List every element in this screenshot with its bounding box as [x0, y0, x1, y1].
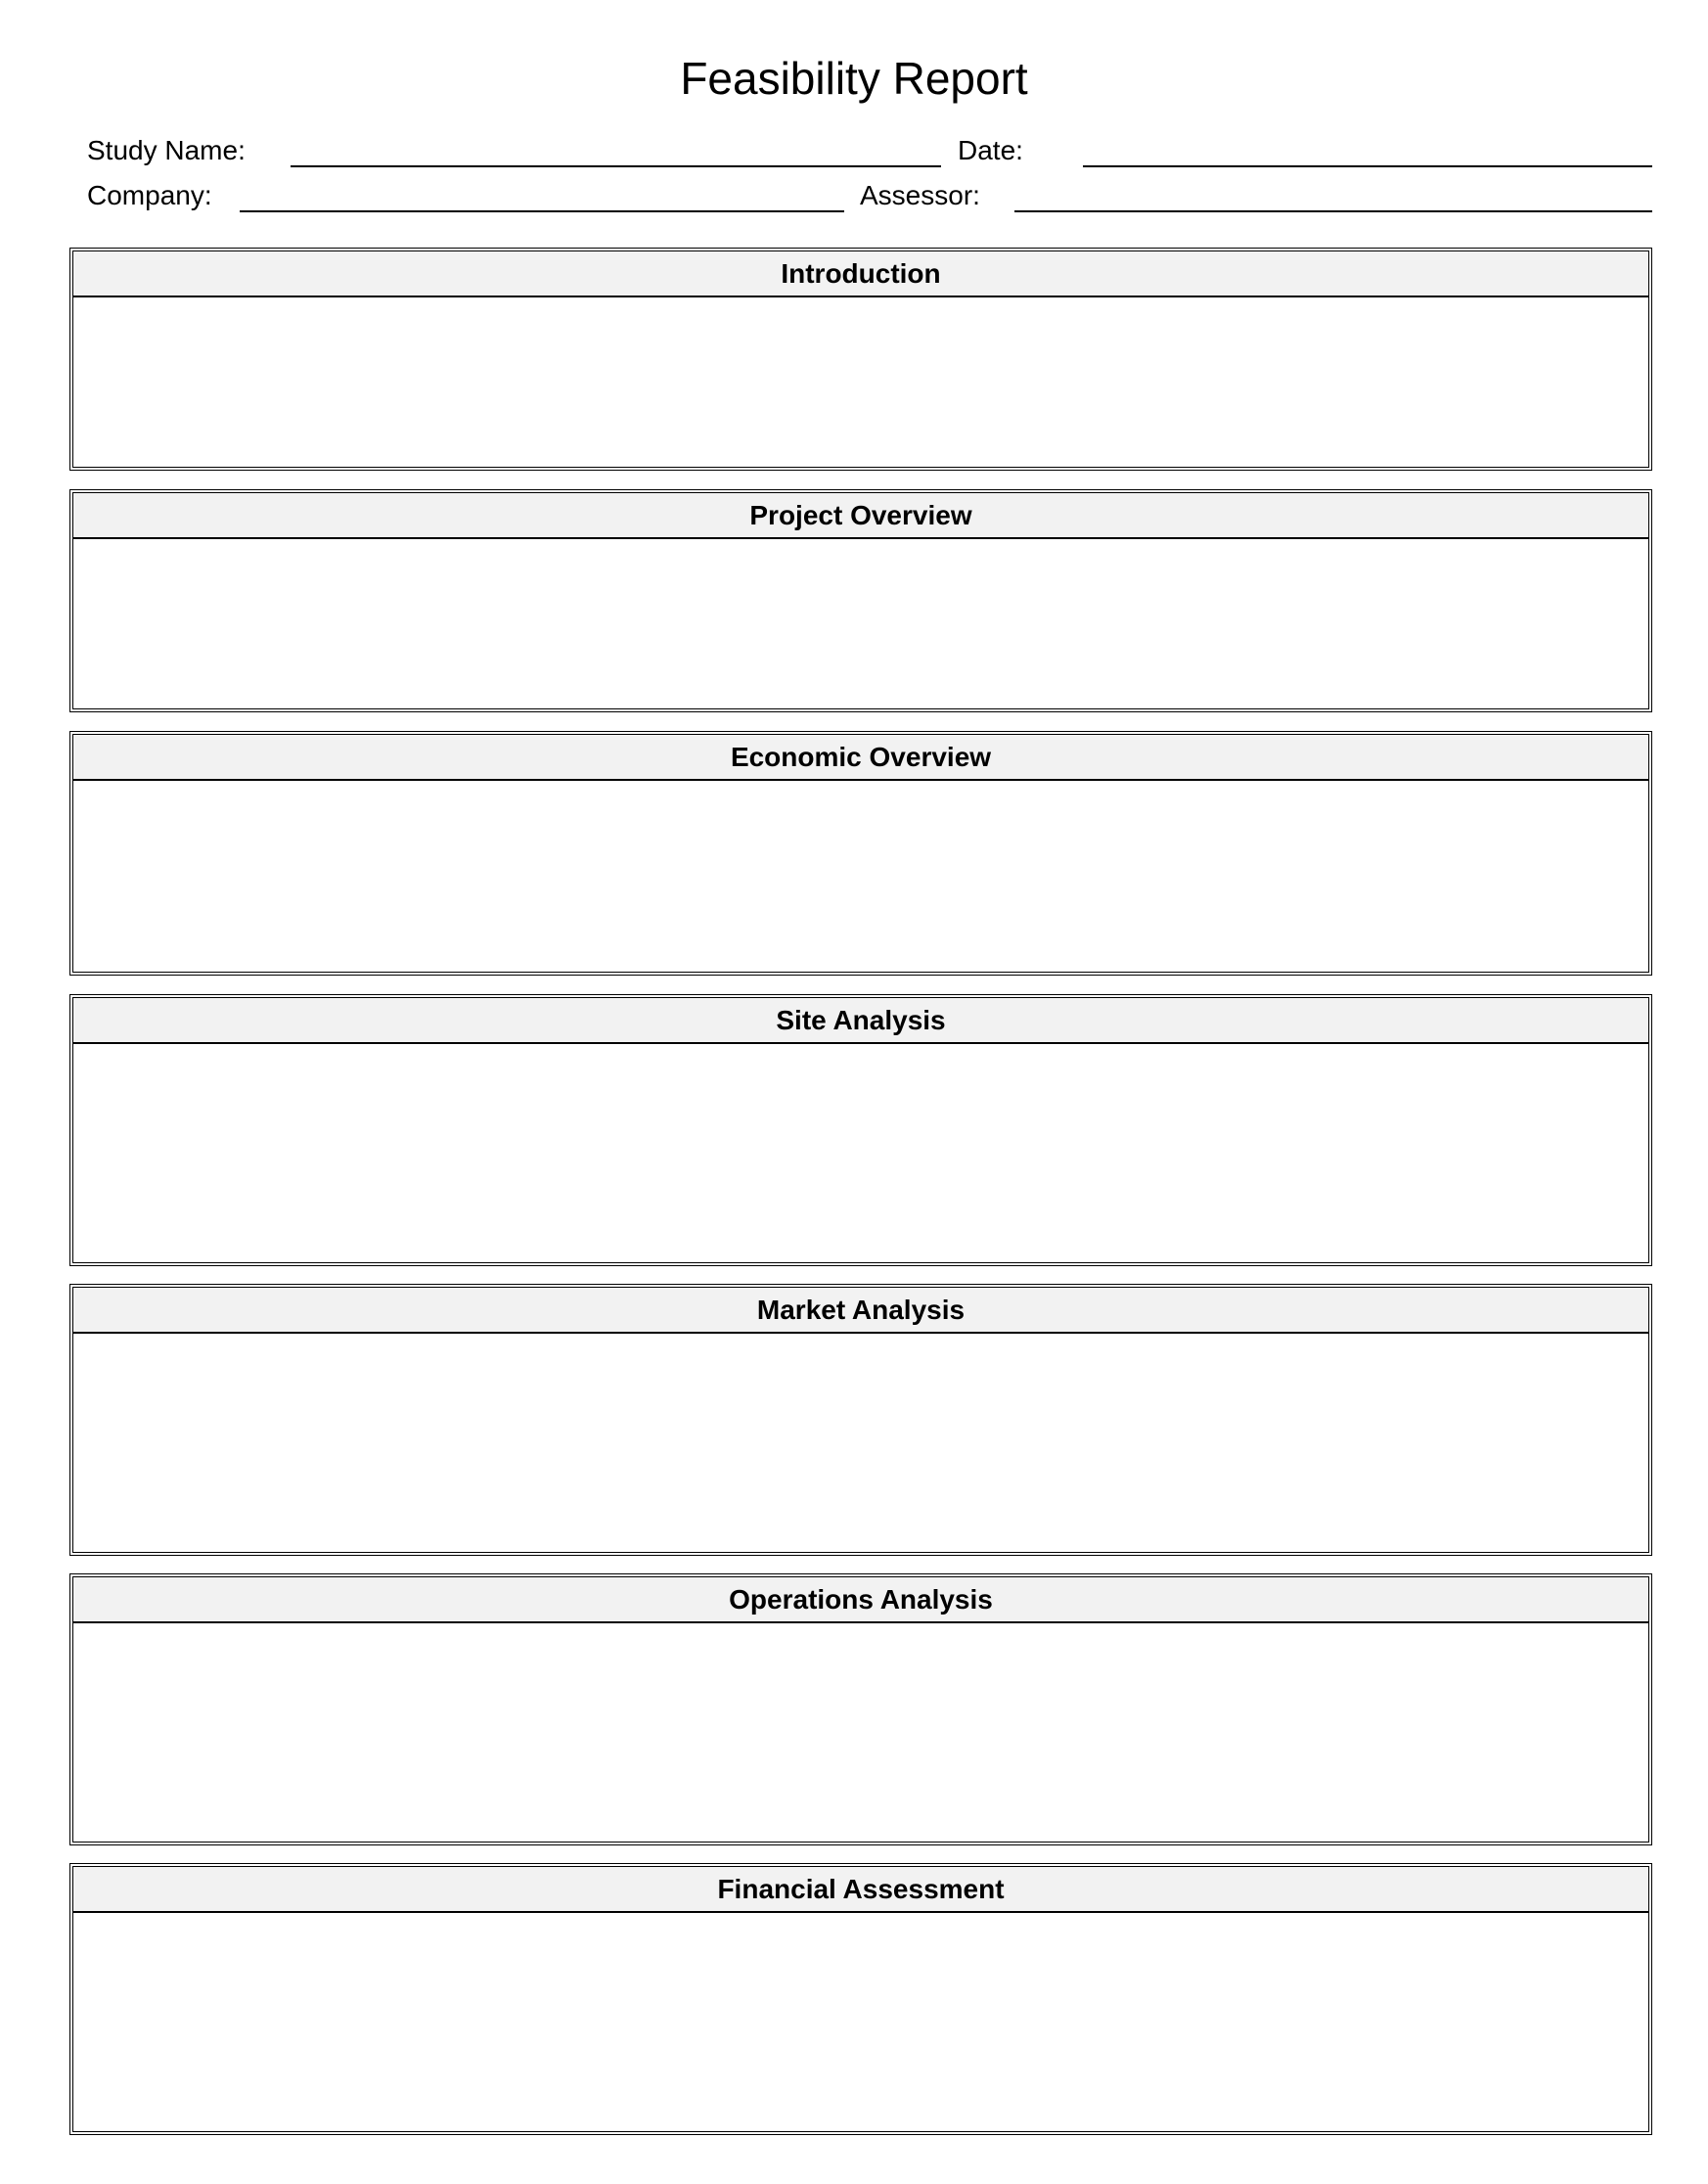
section-body-site-analysis[interactable] [73, 1044, 1648, 1262]
assessor-field[interactable] [1014, 210, 1652, 212]
section-body-operations-analysis[interactable] [73, 1623, 1648, 1842]
section-financial-assessment [69, 1863, 1652, 2135]
section-project-overview [69, 489, 1652, 712]
section-introduction [69, 248, 1652, 471]
date-label: Date: [958, 135, 1023, 165]
study-name-field[interactable] [291, 165, 941, 167]
section-header-operations-analysis: Operations Analysis [73, 1577, 1648, 1623]
section-header-project-overview: Project Overview [73, 493, 1648, 539]
section-market-analysis [69, 1284, 1652, 1556]
section-body-market-analysis[interactable] [73, 1334, 1648, 1552]
section-operations-analysis [69, 1573, 1652, 1845]
section-economic-overview [69, 731, 1652, 976]
section-header-site-analysis: Site Analysis [73, 998, 1648, 1044]
assessor-label: Assessor: [860, 180, 980, 210]
section-header-introduction: Introduction [73, 251, 1648, 297]
section-body-introduction[interactable] [73, 297, 1648, 467]
page-title: Feasibility Report [680, 53, 1028, 104]
section-body-project-overview[interactable] [73, 539, 1648, 708]
section-body-financial-assessment[interactable] [73, 1913, 1648, 2131]
company-label: Company: [87, 180, 212, 210]
section-site-analysis [69, 994, 1652, 1266]
date-field[interactable] [1083, 165, 1652, 167]
company-field[interactable] [240, 210, 844, 212]
section-header-market-analysis: Market Analysis [73, 1288, 1648, 1334]
section-body-economic-overview[interactable] [73, 781, 1648, 972]
study-name-label: Study Name: [87, 135, 246, 165]
section-header-economic-overview: Economic Overview [73, 735, 1648, 781]
section-header-financial-assessment: Financial Assessment [73, 1867, 1648, 1913]
